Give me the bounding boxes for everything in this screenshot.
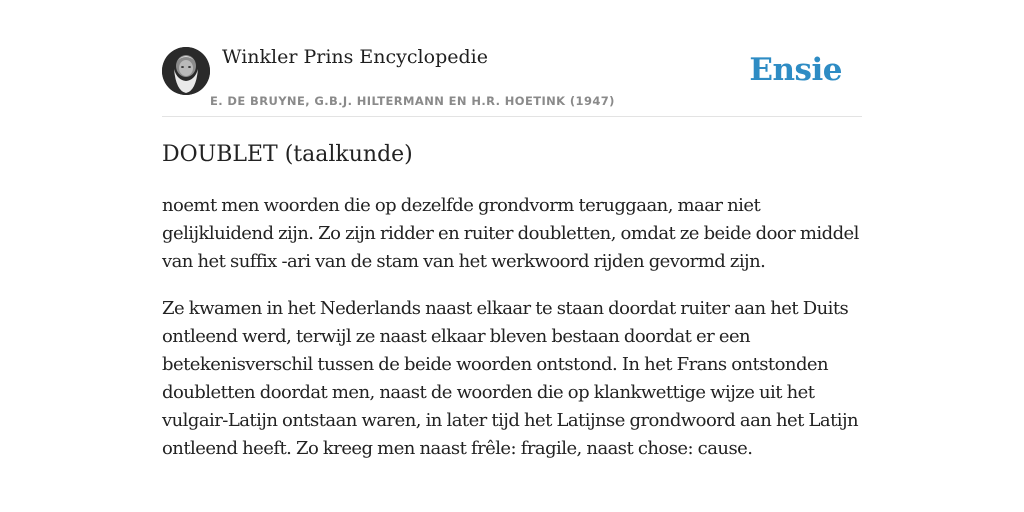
publication-title[interactable]: Winkler Prins Encyclopedie [222,46,488,68]
ensie-logo-link[interactable]: Ensie [749,52,842,88]
article-body [162,192,862,482]
publication-authors: E. DE BRUYNE, G.B.J. HILTERMANN EN H.R. HOETINK (1947) [210,94,615,108]
header [162,0,862,117]
author-avatar[interactable] [162,47,210,95]
page [162,0,862,459]
article-paragraph: noemt men woorden die op dezelfde grondvorm teruggaan, maar niet gelijkluidend zijn. Zo zijn ridder en ruiter doubletten, omdat ze beide door middel van het suffix -ari van de stam van het werkwoord rijden gevormd zijn. [162,195,859,272]
article-paragraph: Ze kwamen in het Nederlands naast elkaar te staan doordat ruiter aan het Duits ontleend werd, terwijl ze naast elkaar bleven bestaan doordat er een betekenisverschil tussen de beide woorden ontstond. In het Frans ontstonden doubletten doordat men, naast de woorden die op klankwettige wijze uit het vulgair-Latijn ontstaan waren, in later tijd het Latijnse grondwoord aan het Latijn ontleend heeft. Zo kreeg men naast frêle: fragile, naast chose: cause. [162,298,859,459]
article-title: DOUBLET (taalkunde) [162,142,413,167]
bearded-man-portrait-icon [162,47,210,95]
